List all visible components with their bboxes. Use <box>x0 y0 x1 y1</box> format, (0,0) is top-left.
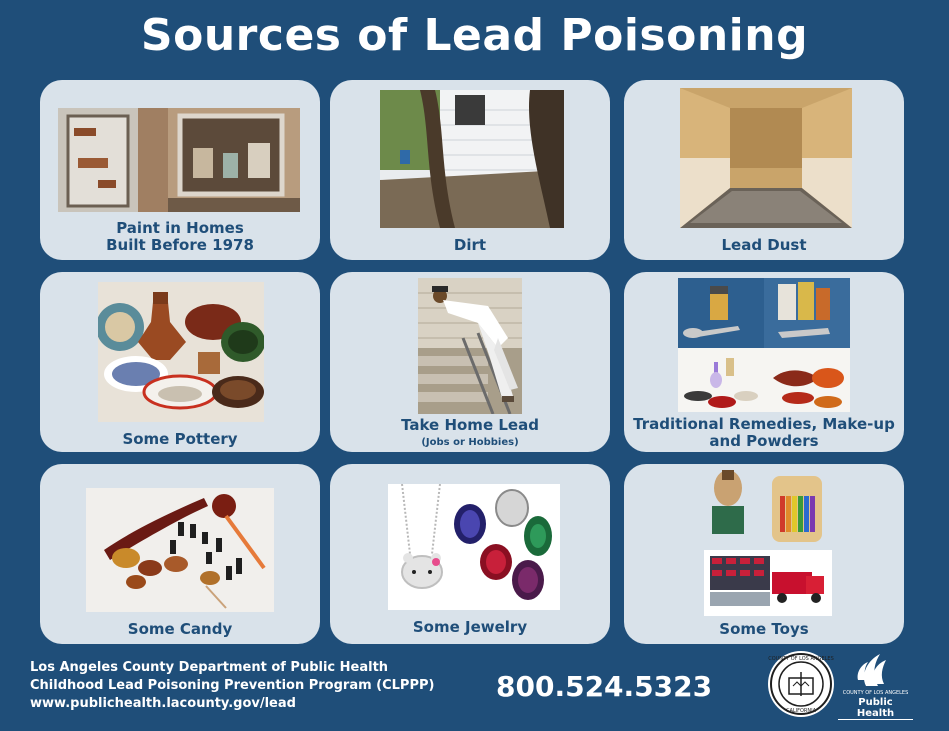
public-health-emblem-icon <box>838 650 913 690</box>
jewelry-photo <box>388 484 560 610</box>
phone-number: 800.524.5323 <box>496 670 713 703</box>
card-jewelry-label: Some Jewelry <box>412 618 528 636</box>
program-name: Childhood Lead Poisoning Prevention Program (CLPPP) <box>30 678 435 693</box>
paint-photo <box>58 108 300 212</box>
worker-photo <box>418 278 522 414</box>
toys-photo <box>702 466 834 618</box>
card-pottery <box>40 272 320 452</box>
card-paint-label <box>40 220 320 254</box>
card-traditional-remedies-label-line2: and Powders <box>709 432 819 450</box>
card-paint <box>40 80 320 260</box>
ph-county-text: COUNTY OF LOS ANGELES <box>842 690 909 696</box>
card-take-home-lead-label: Take Home Lead <box>401 416 539 434</box>
card-paint-label-line1: Paint in Homes <box>116 219 244 237</box>
card-lead-dust <box>624 80 904 260</box>
card-paint-label-line2: Built Before 1978 <box>106 236 254 254</box>
card-jewelry <box>330 464 610 644</box>
card-toys <box>624 464 904 644</box>
county-seal-icon <box>767 650 835 718</box>
card-toys-label: Some Toys <box>719 620 809 638</box>
card-traditional-remedies-label-line1: Traditional Remedies, Make-up <box>633 415 895 433</box>
card-dirt <box>330 80 610 260</box>
seal-text-top: COUNTY OF LOS ANGELES <box>768 656 834 662</box>
card-candy <box>40 464 320 644</box>
ph-public-health-text: Public Health <box>838 697 913 720</box>
lead-dust-photo <box>680 88 852 228</box>
card-dirt-label: Dirt <box>453 236 487 254</box>
organization-info <box>30 659 434 713</box>
pottery-photo <box>98 282 264 422</box>
remedies-photo <box>678 278 850 412</box>
card-pottery-label: Some Pottery <box>122 430 238 448</box>
candy-photo <box>86 488 274 612</box>
card-take-home-lead <box>330 272 610 452</box>
card-candy-label: Some Candy <box>127 620 233 638</box>
website-link[interactable]: www.publichealth.lacounty.gov/lead <box>30 696 296 711</box>
card-traditional-remedies-label <box>624 416 904 450</box>
public-health-logo-icon <box>838 650 913 719</box>
page-title: Sources of Lead Poisoning <box>140 10 809 61</box>
dirt-photo <box>380 90 564 228</box>
card-take-home-lead-sublabel: (Jobs or Hobbies) <box>421 437 519 448</box>
sources-grid <box>40 80 909 650</box>
org-name: Los Angeles County Department of Public Health <box>30 660 389 675</box>
seal-text-bottom: CALIFORNIA <box>785 708 817 714</box>
card-traditional-remedies <box>624 272 904 452</box>
card-lead-dust-label: Lead Dust <box>721 236 807 254</box>
